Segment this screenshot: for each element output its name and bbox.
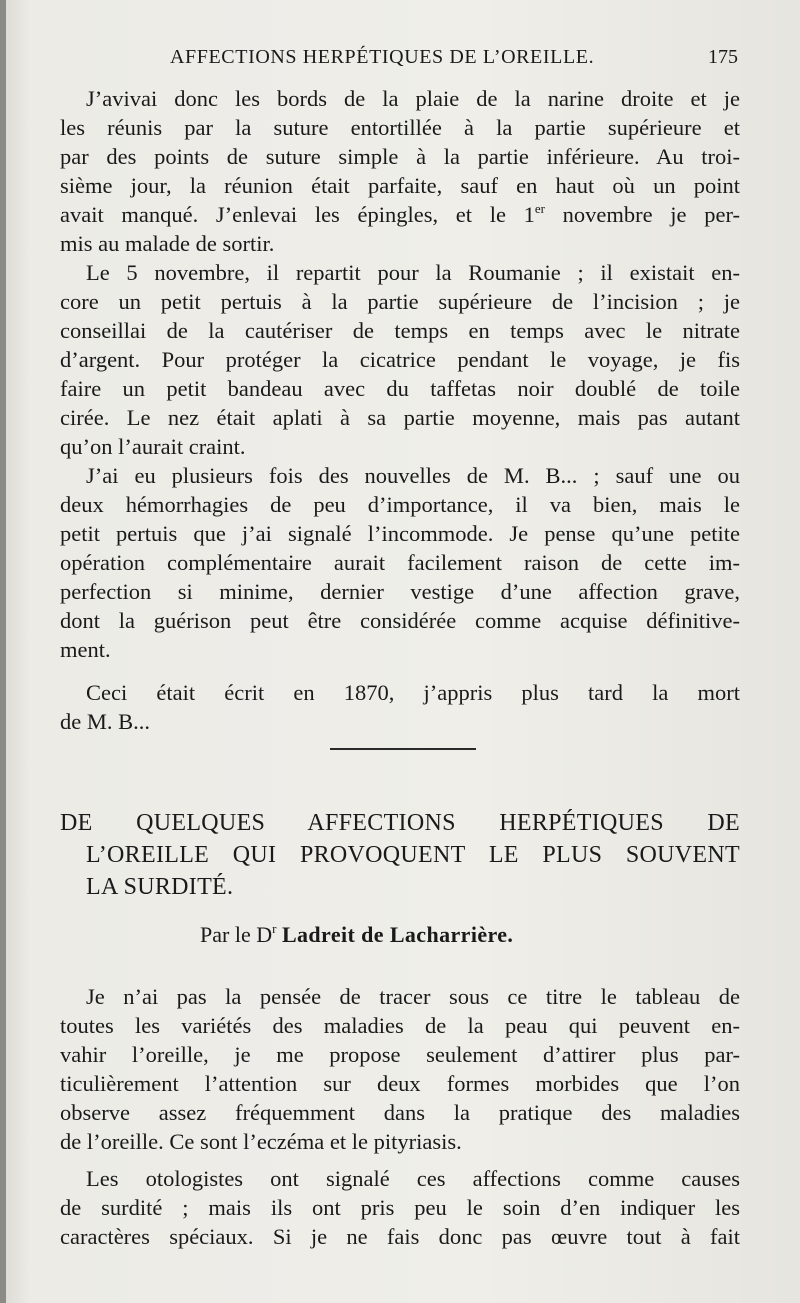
superscript: er: [534, 201, 545, 216]
text-line: dont la guérison peut être considérée comme acquise définitive-: [60, 608, 740, 633]
text-line: Les otologistes ont signalé ces affections comme causes: [86, 1166, 740, 1191]
text-line: vahir l’oreille, je me propose seulement d’attirer plus par-: [60, 1042, 740, 1067]
page-number: 175: [708, 46, 738, 68]
text-line: faire un petit bandeau avec du taffetas noir doublé de toile: [60, 376, 740, 401]
text-line: J’avivai donc les bords de la plaie de la narine droite et je: [86, 86, 740, 111]
text-fragment: avait manqué. J’enlevai les épingles, et le 1: [60, 202, 535, 227]
text-line: ment.: [60, 637, 111, 662]
superscript: r: [272, 921, 277, 936]
text-line: perfection si minime, dernier vestige d’une affection grave,: [60, 579, 740, 604]
page-header: [60, 38, 740, 78]
article-byline: [200, 920, 513, 950]
article-title-line: LA SURDITÉ.: [86, 874, 234, 900]
text-line: de M. B...: [60, 709, 150, 734]
text-line: de l’oreille. Ce sont l’eczéma et le pityriasis.: [60, 1129, 462, 1154]
text-line: les réunis par la suture entortillée à la partie supérieure et: [60, 115, 740, 140]
text-line: Ceci était écrit en 1870, j’appris plus tard la mort: [86, 680, 740, 705]
page-edge-shadow: [0, 0, 6, 1303]
text-line: ticulièrement l’attention sur deux formes morbides que l’on: [60, 1071, 740, 1096]
text-line: cirée. Le nez était aplati à sa partie moyenne, mais pas autant: [60, 405, 740, 430]
text-line: d’argent. Pour protéger la cicatrice pendant le voyage, je fis: [60, 347, 740, 372]
text-fragment: novembre je per-: [544, 202, 740, 227]
text-line: petit pertuis que j’ai signalé l’incommode. Je pense qu’une petite: [60, 521, 740, 546]
text-line: sième jour, la réunion était parfaite, sauf en haut où un point: [60, 173, 740, 198]
byline-prefix: Par le D: [200, 922, 273, 947]
text-line: deux hémorrhagies de peu d’importance, il va bien, mais le: [60, 492, 740, 517]
text-line: Je n’ai pas la pensée de tracer sous ce titre le tableau de: [86, 984, 740, 1009]
text-line: opération complémentaire aurait facilement raison de cette im-: [60, 550, 740, 575]
text-line: conseillai de la cautériser de temps en temps avec le nitrate: [60, 318, 740, 343]
article-title-line: DE QUELQUES AFFECTIONS HERPÉTIQUES DE: [60, 810, 740, 836]
text-line: qu’on l’aurait craint.: [60, 434, 246, 459]
text-line: toutes les variétés des maladies de la peau qui peuvent en-: [60, 1013, 740, 1038]
author-name: Ladreit de Lacharrière.: [281, 922, 514, 947]
text-line: Le 5 novembre, il repartit pour la Roumanie ; il existait en-: [86, 260, 740, 285]
text-line: par des points de suture simple à la partie inférieure. Au troi-: [60, 144, 740, 169]
text-line-with-superscript: [60, 200, 740, 230]
text-line: de surdité ; mais ils ont pris peu le soin d’en indiquer les: [60, 1195, 740, 1220]
section-divider: [330, 748, 476, 750]
text-line: J’ai eu plusieurs fois des nouvelles de M. B... ; sauf une ou: [86, 463, 740, 488]
text-line: observe assez fréquemment dans la pratique des maladies: [60, 1100, 740, 1125]
running-title: AFFECTIONS HERPÉTIQUES DE L’OREILLE.: [170, 46, 595, 68]
text-line: mis au malade de sortir.: [60, 231, 275, 256]
text-line: caractères spéciaux. Si je ne fais donc pas œuvre tout à fait: [60, 1224, 740, 1249]
text-line: core un petit pertuis à la partie supérieure de l’incision ; je: [60, 289, 740, 314]
article-title-line: L’OREILLE QUI PROVOQUENT LE PLUS SOUVENT: [86, 842, 740, 868]
